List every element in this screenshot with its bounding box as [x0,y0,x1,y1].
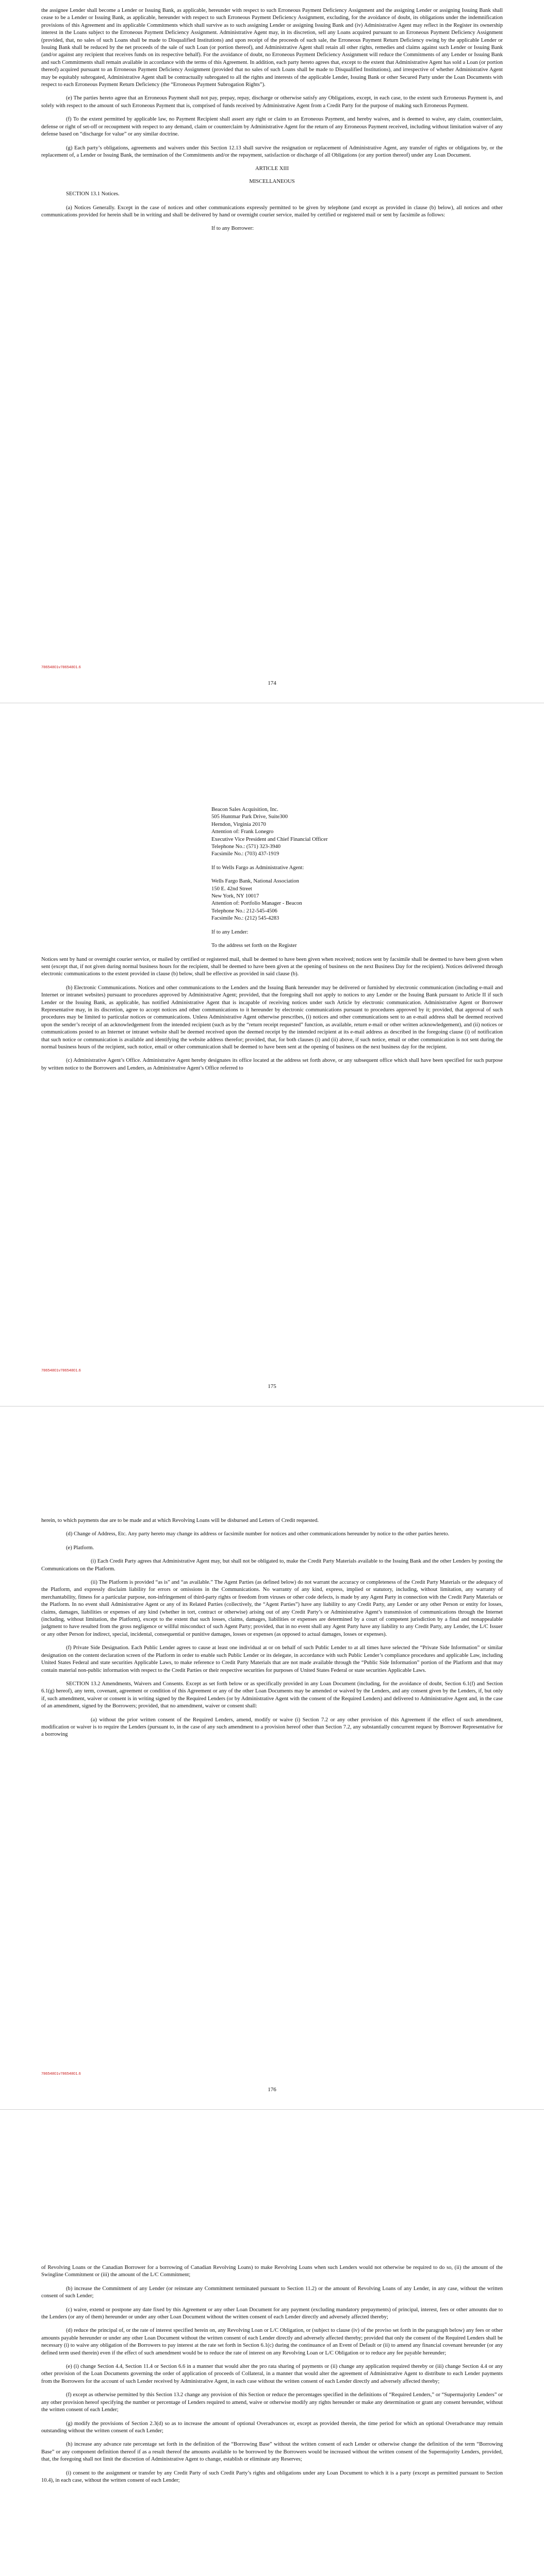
paragraph: (f) except as otherwise permitted by this Section 13.2 change any provision of this Section or reduce the percentages specified in the definitions of “Required Lenders,” or “Supermajority Lenders” or any other provision hereof specifying the number or percentage of Lenders required to amend, waive or otherwise modify any rights hereunder or make any determination or grant any consent hereunder, without the written consent of each Lender; [41,2392,503,2413]
document-page [0,0,544,703]
address-line: Telephone No.: (571) 323-3940 [211,844,281,850]
paragraph: (a) Notices Generally. Except in the case of notices and other communications expressly permitted to be given by telephone (and except as provided in clause (b) below), all notices and other communications provided for herein shall be in writing and shall be delivered by hand or overnight courier service, mailed by certified or registered mail or sent by facsimile as follows: [41,205,503,218]
document-id: 78654801v78654801.6 [41,2071,81,2076]
agent-address [211,878,503,922]
document-page [0,2110,544,2576]
article-title: ARTICLE XIII [255,166,289,172]
address-line: Facsimile No.: (212) 545-4283 [211,916,279,922]
paragraph: (c) Administrative Agent’s Office. Administrative Agent hereby designates its office located at the address set forth above, or any subsequent office which shall have been specified for such purpose by written notice to the Borrowers and Lenders, as Administrative Agent’s Office referred to [41,1058,503,1071]
document-id: 78654801v78654801.6 [41,1368,81,1372]
paragraph: herein, to which payments due are to be made and at which Revolving Loans will be disbursed and Letters of Credit requested. [41,1518,319,1523]
document-page [0,1406,544,2110]
address-line: Telephone No.: 212-545-4506 [211,908,277,914]
paragraph: (h) increase any advance rate percentage set forth in the definition of the “Borrowing Base” without the written consent of each Lender or otherwise change the definition of the term “Borrowing Base” or any component definition thereof if as a result thereof the amounts available to be borrowed by the Borrowers would be increased without the written consent of the Supermajority Lenders, provided, that, the foregoing shall not limit the discretion of Administrative Agent to change, establish or eliminate any Reserves; [41,2442,503,2463]
section-heading: SECTION 13.1 Notices. [66,191,120,197]
document-page [0,703,544,1406]
lender-label: If to any Lender: [211,929,249,935]
paragraph: (ii) The Platform is provided “as is” and “as available.” The Agent Parties (as defined below) do not warrant the accuracy or completeness of the Credit Party Materials or the adequacy of the Platform, and expressly disclaim liability for errors or omissions in the Communications. No warranty of any kind, express, implied or statutory, including, without limitation, any warranty of merchantability, fitness for a particular purpose, non-infringement of third-party rights or freedom from viruses or other code defects, is made by any Agent Party in connection with the Credit Party Materials or the Platform. In no event shall Administrative Agent or any of its Related Parties (collectively, the “Agent Parties”) have any liability to any Credit Party, any Lender or any other Person or entity for losses, claims, damages, liabilities or expenses of any kind (whether in tort, contract or otherwise) arising out of any Credit Party’s or Administrative Agent’s transmission of communications through the Internet (including, without limitation, the Platform), except to the extent that such losses, claims, damages, liabilities or expenses are determined by a court of competent jurisdiction by a final and nonappealable judgment to have resulted from the gross negligence or willful misconduct of such Agent Party; provided, that in no event shall any Agent Party have any liability to any Credit Party, any Lender, the L/C Issuer or any other Person for indirect, special, incidental, consequential or punitive damages, losses or expenses (as opposed to actual damages, losses or expenses). [41,1580,503,1637]
paragraph: (d) Change of Address, Etc. Any party hereto may change its address or facsimile number for notices and other communications hereunder by notice to the other parties hereto. [66,1531,450,1537]
document-id: 78654801v78654801.6 [41,665,81,669]
paragraph: (i) Each Credit Party agrees that Administrative Agent may, but shall not be obligated to, make the Credit Party Materials available to the Issuing Bank and the other Lenders by posting the Communications on the Platform. [41,1558,503,1572]
lender-text: To the address set forth on the Register [211,943,297,949]
article-subtitle: MISCELLANEOUS [249,178,295,184]
paragraph: (c) waive, extend or postpone any date fixed by this Agreement or any other Loan Document for any payment (excluding mandatory prepayments) of principal, interest, fees or other amounts due to the Lenders (or any of them) hereunder or under any other Loan Document without the written consent of each Lender directly and adversely affected thereby; [41,2307,503,2320]
paragraph: (b) increase the Commitment of any Lender (or reinstate any Commitment terminated pursuant to Section 11.2) or the amount of Revolving Loans of any Lender, in any case, without the written consent of such Lender; [41,2285,503,2299]
paragraph: of Revolving Loans or the Canadian Borrower for a borrowing of Canadian Revolving Loans) to make Revolving Loans when such Lenders would not otherwise be required to do so, (ii) the amount of the Swingline Commitment or (iii) the amount of the L/C Commitment; [41,2265,503,2278]
agent-label: If to Wells Fargo as Administrative Agent: [211,865,304,871]
paragraph: (e) Platform. [66,1545,94,1551]
paragraph: (f) Private Side Designation. Each Public Lender agrees to cause at least one individual at or on behalf of such Public Lender to at all times have selected the “Private Side Information” or similar designation on the content declaration screen of the Platform in order to enable such Public Lender or its delegate, in accordance with such Public Lender’s compliance procedures and applicable Law, including United States Federal and state securities Applicable Laws, to make reference to Credit Party Materials that are not made available through the “Public Side Information” portion of the Platform and that may contain material non-public information with respect to the Credit Parties or their respective securities for purposes of United States Federal or state securities Applicable Laws. [41,1645,503,1673]
address-line: Beacon Sales Acquisition, Inc. [211,807,278,812]
paragraph: (i) consent to the assignment or transfer by any Credit Party of such Credit Party’s rights and obligations under any Loan Document to which it is a party (except as permitted pursuant to Section 10.4), in each case, without the written consent of each Lender; [41,2470,503,2483]
address-line: New York, NY 10017 [211,893,259,900]
paragraph: SECTION 13.2 Amendments, Waivers and Consents. Except as set forth below or as specifically provided in any Loan Document (including, for the avoidance of doubt, Section 6.1(f) and Section 6.1(g) hereof), any term, covenant, agreement or condition of this Agreement or any of the other Loan Documents may be amended or waived by the Lenders, and any consent given by the Lenders, if, but only if, such amendment, waiver or consent is in writing signed by the Required Lenders (or by Administrative Agent with the consent of the Required Lenders) and delivered to Administrative Agent and, in the case of an amendment, signed by the Borrowers; provided, that no amendment, waiver or consent shall: [41,1681,503,1709]
paragraph: (b) Electronic Communications. Notices and other communications to the Lenders and the Issuing Bank hereunder may be delivered or furnished by electronic communication (including e-mail and Internet or intranet websites) pursuant to procedures approved by Administrative Agent; provided, that the foregoing shall not apply to notices to any Lender or the Issuing Bank pursuant to Article II if such Lender or the Issuing Bank, as applicable, has notified Administrative Agent that is incapable of receiving notices under such Article by electronic communication. Administrative Agent or Borrower Representative may, in its discretion, agree to accept notices and other communications to it hereunder by electronic communications pursuant to procedures approved by it; provided, that approval of such procedures may be limited to particular notices or communications. Unless Administrative Agent otherwise prescribes, (i) notices and other communications sent to an e-mail address shall be deemed received upon the sender’s receipt of an acknowledgement from the intended recipient (such as by the “return receipt requested” function, as available, return e-mail or other written acknowledgement), and (ii) notices or communications posted to an Internet or intranet website shall be deemed received upon the deemed receipt by the intended recipient at its e-mail address as described in the foregoing clause (i) of notification that such notice or communication is available and identifying the website address therefor; provided, that, for both clauses (i) and (ii) above, if such notice, email or other communication is not sent during the normal business hours of the recipient, such notice, email or other communication shall be deemed to have been sent at the opening of business on the next business day for the recipient. [41,985,503,1050]
paragraph: (f) To the extent permitted by applicable law, no Payment Recipient shall assert any right or claim to an Erroneous Payment, and hereby waives, and is deemed to waive, any claim, counterclaim, defense or right of set-off or recoupment with respect to any demand, claim or counterclaim by Administrative Agent for the return of any Erroneous Payment received, including without limitation waiver of any defense based on “discharge for value” or any similar doctrine. [41,116,503,138]
paragraph: (g) Each party’s obligations, agreements and waivers under this Section 12.13 shall survive the resignation or replacement of Administrative Agent, any transfer of rights or obligations by, or the replacement of, a Lender or Issuing Bank, the termination of the Commitments and/or the repayment, satisfaction or discharge of all Obligations (or any portion thereof) under any Loan Document. [41,145,503,158]
address-line: Attention of: Frank Lonegro [211,829,274,835]
paragraph: (g) modify the provisions of Section 2.3(d) so as to increase the amount of optional Overadvances or, except as provided therein, the time period for which an optional Overadvance may remain outstanding without the written consent of each Lender; [41,2420,503,2434]
address-line: Wells Fargo Bank, National Association [211,878,299,885]
page-number: 176 [268,2087,276,2093]
address-line: Herndon, Virginia 20170 [211,821,266,827]
paragraph: the assignee Lender shall become a Lender or Issuing Bank, as applicable, hereunder with respect to such Erroneous Payment Deficiency Assignment and the assigning Lender or assigning Issuing Bank shall cease to be a Lender or Issuing Bank, as applicable, hereunder with respect to such Erroneous Payment Deficiency Assignment, excluding, for the avoidance of doubt, its obligations under the indemnification provisions of this Agreement and its applicable Commitments which shall survive as to such assigning Lender or assigning Issuing Bank and (iv) Administrative Agent may reflect in the Register its ownership interest in the Loans subject to the Erroneous Payment Deficiency Assignment. Administrative Agent may, in its discretion, sell any Loans acquired pursuant to an Erroneous Payment Deficiency Assignment (provided, that, no sales of such Loans shall be made to Disqualified Institutions) and upon receipt of the proceeds of such sale, the Erroneous Payment Return Deficiency owing by the applicable Lender or Issuing Bank shall be reduced by the net proceeds of the sale of such Loan (or portion thereof), and Administrative Agent shall retain all other rights, remedies and claims against such Lender or Issuing Bank (and/or against any recipient that receives funds on its respective behalf). For the avoidance of doubt, no Erroneous Payment Deficiency Assignment will reduce the Commitments of any Lender or Issuing Bank and such Commitments shall remain available in accordance with the terms of this Agreement. In addition, each party hereto agrees that, except to the extent that Administrative Agent has sold a Loan (or portion thereof) acquired pursuant to an Erroneous Payment Deficiency Assignment (provided that no sales of such Loans shall be made to Disqualified Institutions), and irrespective of whether Administrative Agent may be equitably subrogated, Administrative Agent shall be contractually subrogated to all the rights and interests of the applicable Lender, Issuing Bank or other Secured Party under the Loan Documents with respect to each Erroneous Payment Return Deficiency (the “Erroneous Payment Subrogation Rights”). [41,8,503,88]
paragraph: (e) (i) change Section 4.4, Section 11.4 or Section 6.6 in a manner that would alter the pro rata sharing of payments or (ii) change any application required thereby or (iii) change Section 4.4 or any other provision of the Loan Documents governing the order of application of proceeds of Collateral, in a manner that would alter the agreement of Administrative Agent to distribute to each Lender payments from the Borrowers for the account of such Lender received by Administrative Agent, in each case without the written consent of each Lender directly and adversely affected thereby; [41,2364,503,2384]
page-number: 174 [268,680,276,686]
paragraph: (d) reduce the principal of, or the rate of interest specified herein on, any Revolving Loan or L/C Obligation, or (subject to clause (iv) of the proviso set forth in the paragraph below) any fees or other amounts payable hereunder or under any other Loan Document without the written consent of each Lender directly and adversely affected thereby; provided that only the consent of the Required Lenders shall be necessary (i) to waive any obligation of the Borrowers to pay interest at the rate set forth in Section 6.1(c) during the continuance of an Event of Default or (ii) to amend any financial covenant hereunder (or any defined term used therein) even if the effect of such amendment would be to reduce the rate of interest on any Revolving Loan or L/C Obligation or to reduce any fee payable hereunder; [41,2328,503,2356]
paragraph: Notices sent by hand or overnight courier service, or mailed by certified or registered mail, shall be deemed to have been given when received; notices sent by facsimile shall be deemed to have been given when sent (except that, if not given during normal business hours for the recipient, shall be deemed to have been given at the opening of business on the next Business Day for the recipient). Notices delivered through electronic communications to the extent provided in clause (b) below, shall be effective as provided in said clause (b). [41,956,503,977]
page-number: 175 [268,1383,276,1389]
address-line: Facsimile No.: (703) 437-1919 [211,851,279,857]
borrower-address [211,806,503,858]
paragraph: (a) without the prior written consent of the Required Lenders, amend, modify or waive (i) Section 7.2 or any other provision of this Agreement if the effect of such amendment, modification or waiver is to require the Lenders (pursuant to, in the case of any such amendment to a provision hereof other than Section 7.2, any substantially concurrent request by Borrower Representative for a borrowing [41,1717,503,1738]
paragraph: (e) The parties hereto agree that an Erroneous Payment shall not pay, prepay, repay, discharge or otherwise satisfy any Obligations, except, in each case, to the extent such Erroneous Payment is, and solely with respect to the amount of such Erroneous Payment that is, comprised of funds received by Administrative Agent from a Credit Party for the purpose of making such Erroneous Payment. [41,95,503,109]
address-line: 150 E. 42nd Street [211,886,252,892]
address-line: 505 Huntmar Park Drive, Suite300 [211,814,288,820]
address-line: Attention of: Portfolio Manager - Beacon [211,901,302,907]
borrower-label: If to any Borrower: [211,226,254,232]
address-line: Executive Vice President and Chief Financial Officer [211,836,328,842]
